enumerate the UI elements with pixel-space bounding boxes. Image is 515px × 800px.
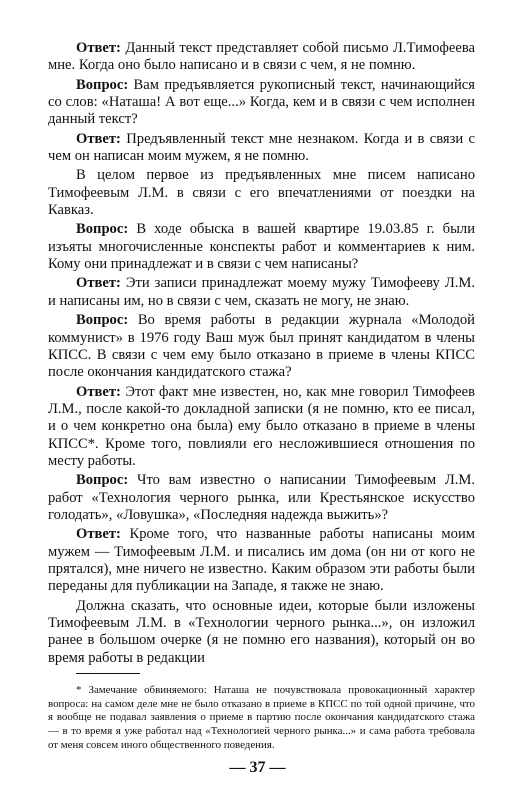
- paragraph-11: [48, 598, 475, 667]
- paragraph-text: Предъявленный текст мне незнаком. Когда и в связи с чем он написан моим мужем, я не помню.: [48, 130, 475, 165]
- paragraph-text: Эти записи принадлежат моему мужу Тимофееву Л.М. и написаны им, но в связи с чем, сказать не могу, не знаю.: [48, 275, 475, 309]
- speaker-label: Вопрос:: [76, 221, 129, 238]
- paragraph-6: [48, 275, 475, 310]
- footnote: * Замечание обвиняемого: Наташа не почувствовала провокационный характер вопроса: на самом деле мне не было отказано в приеме в КПСС по той одной причине, что я вообще не подавал заявления о приеме в партию после окончания кандидатского стажа — в то время я уже работал над «Технологией черного рынка...» и сама работа требовала от меня совсем иного общественного поведения.: [48, 684, 475, 751]
- paragraph-text: Этот факт мне известен, но, как мне говорил Тимофеев Л.М., после какой-то докладной записки (я не помню, кто ее писал, и о чем конкретно она была) ему было отказано в приеме в члены КПСС*. Кроме того, повлияли его несложившиеся отношения по месту работы.: [48, 383, 475, 469]
- paragraph-text: Должна сказать, что основные идеи, которые были изложены Тимофеевым Л.М. в «Технологии черного рынка...», он изложил ранее в большом очерке (я не помню его названия), который он во время работы в редакции: [48, 597, 475, 666]
- paragraph-10: [48, 526, 475, 595]
- page-number: — 37 —: [229, 759, 286, 776]
- speaker-label: Вопрос:: [76, 472, 129, 489]
- paragraph-4: [48, 167, 475, 219]
- speaker-label: Ответ:: [76, 275, 121, 292]
- paragraph-1: [48, 40, 475, 75]
- speaker-label: Ответ:: [76, 40, 121, 56]
- paragraph-text: В целом первое из предъявленных мне писем написано Тимофеевым Л.М. в связи с его впечатлениями от поездки на Кавказ.: [48, 167, 475, 219]
- page-body: [48, 40, 475, 753]
- paragraph-text: Данный текст представляет собой письмо Л.Тимофеева мне. Когда оно было написано и в связи с чем, я не помню.: [48, 40, 475, 74]
- paragraph-8: [48, 384, 475, 471]
- speaker-label: Вопрос:: [76, 312, 129, 329]
- paragraph-text: Вам предъявляется рукописный текст, начинающийся со слов: «Наташа! А вот еще...» Когда, кем и в связи с чем исполнен данный текст?: [48, 76, 475, 128]
- paragraph-text: Кроме того, что названные работы написаны моим мужем — Тимофеевым Л.М. и писались им дома (он ни от кого не прятался), мне ничего не известно. Каким образом эти работы были переданы для публикации на Западе, я также не знаю.: [48, 526, 475, 595]
- speaker-label: Ответ:: [76, 383, 121, 400]
- paragraph-text: Во время работы в редакции журнала «Молодой коммунист» в 1976 году Ваш муж был принят кандидатом в члены КПСС. В связи с чем ему было отказано в приеме в члены КПСС после окончания кандидатского стажа?: [48, 312, 475, 381]
- speaker-label: Ответ:: [76, 526, 121, 543]
- speaker-label: Вопрос:: [76, 76, 129, 93]
- speaker-label: Ответ:: [76, 130, 121, 147]
- paragraph-7: [48, 312, 475, 381]
- paragraph-3: [48, 131, 475, 166]
- paragraph-5: [48, 221, 475, 273]
- paragraph-text: Что вам известно о написании Тимофеевым Л.М. работ «Технология черного рынка, или Крестьянское искусство голодать», «Ловушка», «Последняя надежда выжить»?: [48, 472, 475, 523]
- footnote-divider: [76, 673, 140, 674]
- paragraph-2: [48, 77, 475, 129]
- paragraph-9: [48, 472, 475, 524]
- paragraph-text: В ходе обыска в вашей квартире 19.03.85 г. были изъяты многочисленные конспекты работ и комментариев к ним. Кому они принадлежат и в связи с чем написаны?: [48, 221, 475, 273]
